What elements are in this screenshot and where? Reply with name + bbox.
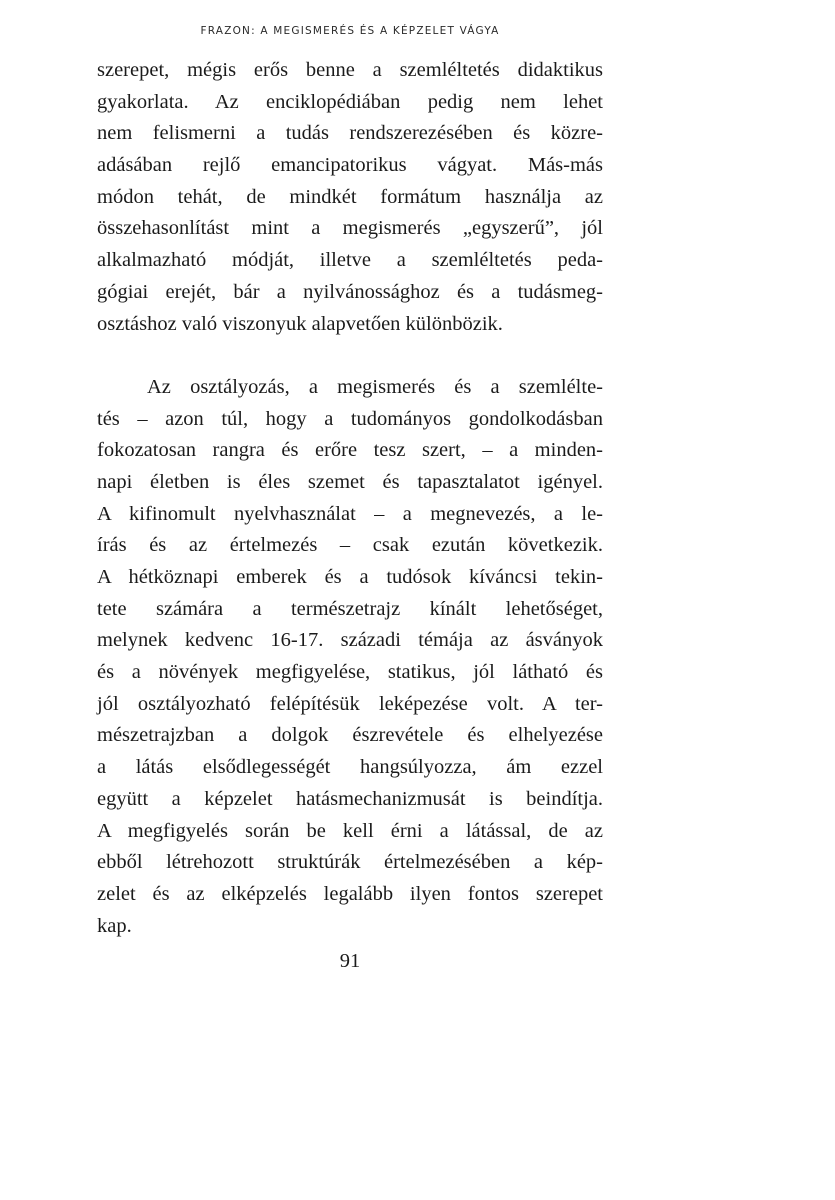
text-line: jól osztályozható felépítésük leképezése volt. A ter-	[97, 692, 603, 715]
text-line: tés – azon túl, hogy a tudományos gondolkodásban	[97, 407, 603, 430]
text-line: gógiai erejét, bár a nyilvánossághoz és a tudásmeg-	[97, 280, 603, 303]
text-line: nem felismerni a tudás rendszerezésében és közre-	[97, 122, 603, 145]
text-line: írás és az értelmezés – csak ezután következik.	[97, 534, 603, 557]
text-line: napi életben is éles szemet és tapasztalatot igényel.	[97, 470, 603, 493]
text-line: A megfigyelés során be kell érni a látással, de az	[97, 819, 603, 842]
page-number: 91	[339, 950, 361, 972]
text-line: Az osztályozás, a megismerés és a szemléltе-	[147, 375, 603, 398]
text-line: alkalmazható módját, illetve a szemléltetés peda-	[97, 249, 603, 272]
text-line: mészetrajzban a dolgok észrevétele és elhelyezése	[97, 724, 603, 747]
text-line: melynek kedvenc 16-17. századi témája az ásványok	[97, 629, 603, 652]
text-line: a látás elsődlegességét hangsúlyozza, ám ezzel	[97, 756, 603, 779]
paragraph-spacer	[97, 340, 603, 372]
paragraph	[97, 372, 603, 942]
text-line: kap.	[97, 914, 132, 937]
paragraph	[97, 55, 603, 340]
text-line: összehasonlítást mint a megismerés „egyszerű”, jól	[97, 217, 603, 240]
text-line: osztáshoz való viszonyuk alapvetően különbözik.	[97, 312, 503, 335]
text-line: gyakorlata. Az enciklopédiában pedig nem lehet	[97, 90, 603, 113]
text-line: zelet és az elképzelés legalább ilyen fontos szerepet	[97, 882, 603, 905]
text-line: tete számára a természetrajz kínált lehetőséget,	[97, 597, 603, 620]
text-line: A hétköznapi emberek és a tudósok kíváncsi tekin-	[97, 566, 603, 588]
text-line: ebből létrehozott struktúrák értelmezésében a kép-	[97, 851, 603, 874]
body-text	[97, 55, 603, 942]
text-line: fokozatosan rangra és erőre tesz szert, – a minden-	[97, 439, 603, 462]
text-line: A kifinomult nyelvhasználat – a megnevezés, a le-	[97, 502, 603, 525]
text-line: módon tehát, de mindkét formátum használja az	[97, 185, 603, 208]
running-head: FRAZON: A MEGISMERÉS ÉS A KÉPZELET VÁGYA	[200, 25, 500, 37]
text-line: adásában rejlő emancipatorikus vágyat. Más-más	[97, 154, 603, 177]
text-line: együtt a képzelet hatásmechanizmusát is beindítja.	[97, 787, 603, 810]
text-line: szerepet, mégis erős benne a szemléltetés didaktikus	[97, 59, 603, 81]
text-line: és a növények megfigyelése, statikus, jól látható és	[97, 661, 603, 684]
